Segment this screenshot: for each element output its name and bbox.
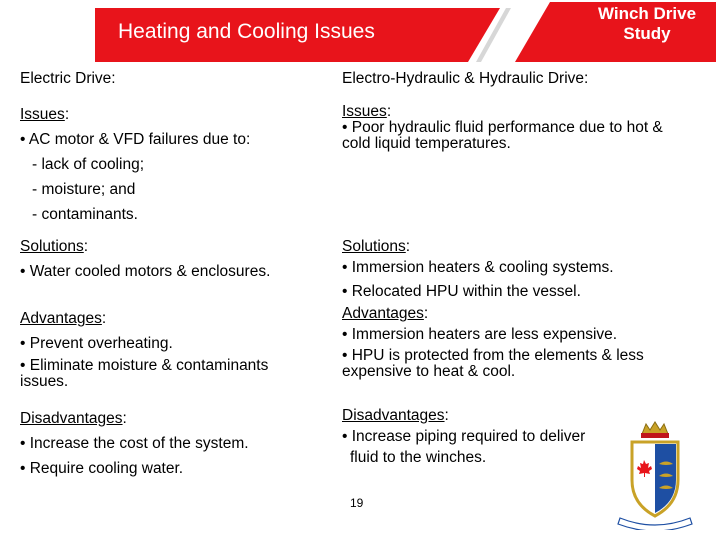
left-advantages: Advantages: • Prevent overheating. • Eliminate moisture & contaminants issues. xyxy=(20,308,320,390)
left-issues: Issues: • AC motor & VFD failures due to: - lack of cooling; - moisture; and - contaminants. xyxy=(20,106,251,223)
right-heading-text: Electro-Hydraulic & Hydraulic Drive xyxy=(342,70,585,87)
list-item: • AC motor & VFD failures due to: xyxy=(20,131,251,148)
right-issues-label: Issues xyxy=(342,103,387,120)
list-item: • Immersion heaters are less expensive. xyxy=(342,326,618,343)
left-heading: Electric Drive: xyxy=(20,70,116,87)
list-item: • Increase the cost of the system. xyxy=(20,435,249,452)
page-number: 19 xyxy=(350,496,364,510)
study-badge-line2: Study xyxy=(623,24,671,43)
list-item: • Require cooling water. xyxy=(20,460,184,477)
list-item: • Prevent overheating. xyxy=(20,335,173,352)
list-item: - lack of cooling; xyxy=(32,156,144,173)
right-issues: Issues: • Poor hydraulic fluid performance due to hot & cold liquid temperatures. xyxy=(342,104,682,152)
list-item: • Poor hydraulic fluid performance due to hot & cold liquid temperatures. xyxy=(342,119,663,152)
list-item: • Water cooled motors & enclosures. xyxy=(20,263,271,280)
right-solutions-label: Solutions xyxy=(342,238,406,255)
list-item: - contaminants. xyxy=(32,206,138,223)
right-disadvantages-label: Disadvantages xyxy=(342,407,445,424)
left-solutions: Solutions: • Water cooled motors & enclosures. xyxy=(20,238,271,280)
list-item: fluid to the winches. xyxy=(350,449,487,466)
left-advantages-label: Advantages xyxy=(20,310,102,327)
left-disadvantages: Disadvantages: • Increase the cost of the system. • Require cooling water. xyxy=(20,410,249,477)
list-item: • HPU is protected from the elements & less expensive to heat & cool. xyxy=(342,347,644,380)
list-item: • Eliminate moisture & contaminants issues. xyxy=(20,357,269,390)
list-item: - moisture; and xyxy=(32,181,136,198)
header-banner xyxy=(0,0,720,62)
right-heading: Electro-Hydraulic & Hydraulic Drive: xyxy=(342,70,589,87)
study-badge-line1: Winch Drive xyxy=(597,4,697,23)
right-advantages: Advantages: • Immersion heaters are less expensive. • HPU is protected from the elements & less expensive to heat & cool. xyxy=(342,303,672,380)
page-title: Heating and Cooling Issues xyxy=(118,20,375,43)
left-issues-label: Issues xyxy=(20,106,65,123)
left-disadvantages-label: Disadvantages xyxy=(20,410,123,427)
left-solutions-label: Solutions xyxy=(20,238,84,255)
right-disadvantages: Disadvantages: • Increase piping required to deliver fluid to the winches. xyxy=(342,405,642,468)
canadian-coast-guard-crest-icon xyxy=(612,420,698,530)
list-item: • Increase piping required to deliver xyxy=(342,428,586,445)
study-badge xyxy=(582,4,712,44)
right-solutions: Solutions: • Immersion heaters & cooling systems. • Relocated HPU within the vessel. xyxy=(342,236,682,302)
list-item: • Relocated HPU within the vessel. xyxy=(342,283,581,300)
right-advantages-label: Advantages xyxy=(342,305,424,322)
list-item: • Immersion heaters & cooling systems. xyxy=(342,259,614,276)
left-heading-text: Electric Drive xyxy=(20,70,112,87)
